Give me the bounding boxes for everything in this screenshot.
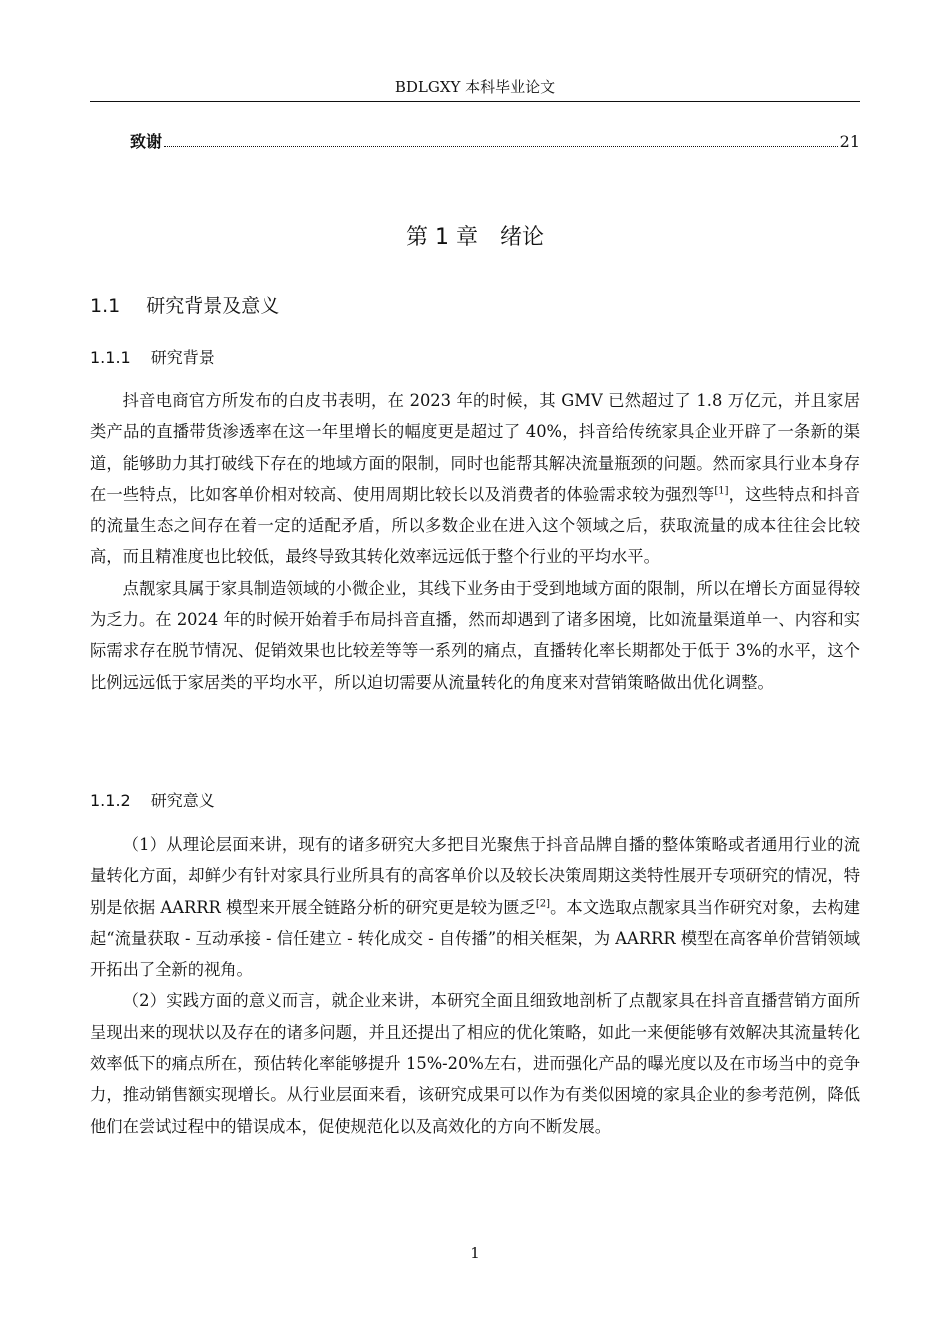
subsection-number: 1.1.1 [90, 348, 131, 367]
section-number: 1.1 [90, 295, 121, 317]
subsection-number: 1.1.2 [90, 791, 131, 810]
background-body [90, 385, 860, 698]
paragraph: （1）从理论层面来讲，现有的诸多研究大多把目光聚焦于抖音品牌自播的整体策略或者通用行业的流量转化方面，却鲜少有针对家具行业所具有的高客单价以及较长决策周期这类特性展开专项研究的情况，特别是依据 AARRR 模型来开展全链路分析的研究更是较为匮乏[2]。本文选取点靓家具当作研究对象，去构建起“流量获取 - 互动承接 - 信任建立 - 转化成交 - 自传播”的相关框架，为 AARRR 模型在高客单价营销领域开拓出了全新的视角。 [90, 835, 860, 980]
header-rule [90, 101, 860, 102]
subsection-title: 研究背景 [150, 348, 215, 367]
toc-entry-label: 致谢 [130, 132, 163, 151]
subsection-title: 研究意义 [150, 791, 215, 810]
toc-entry-page: 21 [839, 132, 860, 151]
citation-ref[interactable]: [2] [535, 898, 551, 910]
paragraph: 抖音电商官方所发布的白皮书表明，在 2023 年的时候，其 GMV 已然超过了 1.8 万亿元，并且家居类产品的直播带货渗透率在这一年里增长的幅度更是超过了 40%，抖音给传统家具企业开辟了一条新的渠道，能够助力其打破线下存在的地域方面的限制，同时也能帮其解决流量瓶颈的问题。然而家具行业本身存在一些特点，比如客单价相对较高、使用周期比较长以及消费者的体验需求较为强烈等[1]，这些特点和抖音的流量生态之间存在着一定的适配矛盾，所以多数企业在进入这个领域之后，获取流量的成本往往会比较高，而且精准度也比较低，最终导致其转化效率远远低于整个行业的平均水平。 [90, 391, 860, 567]
page-number: 1 [470, 1244, 480, 1262]
paragraph: 点靓家具属于家具制造领域的小微企业，其线下业务由于受到地域方面的限制，所以在增长方面显得较为乏力。在 2024 年的时候开始着手布局抖音直播，然而却遇到了诸多困境，比如流量渠道单一、内容和实际需求存在脱节情况、促销效果也比较差等等一系列的痛点，直播转化率长期都处于低于 3%的水平，这个比例远远低于家居类的平均水平，所以迫切需要从流量转化的角度来对营销策略做出优化调整。 [90, 578, 860, 692]
section-title: 研究背景及意义 [146, 295, 280, 317]
toc-leader-dots [164, 146, 838, 147]
toc-entry[interactable] [130, 131, 860, 153]
significance-body [90, 829, 860, 1142]
subsection-heading-significance [90, 789, 860, 813]
chapter-title: 第 1 章 绪论 [406, 225, 544, 250]
subsection-heading-background [90, 346, 860, 370]
page-header: BDLGXY 本科毕业论文 [394, 78, 556, 96]
paragraph: （2）实践方面的意义而言，就企业来讲，本研究全面且细致地剖析了点靓家具在抖音直播营销方面所呈现出来的现状以及存在的诸多问题，并且还提出了相应的优化策略，如此一来便能够有效解决其流量转化效率低下的痛点所在，预估转化率能够提升 15%-20%左右，进而强化产品的曝光度以及在市场当中的竞争力，推动销售额实现增长。从行业层面来看，该研究成果可以作为有类似困境的家具企业的参考范例，降低他们在尝试过程中的错误成本，促使规范化以及高效化的方向不断发展。 [90, 991, 860, 1136]
section-heading [90, 292, 860, 320]
citation-ref[interactable]: [1] [714, 485, 729, 497]
